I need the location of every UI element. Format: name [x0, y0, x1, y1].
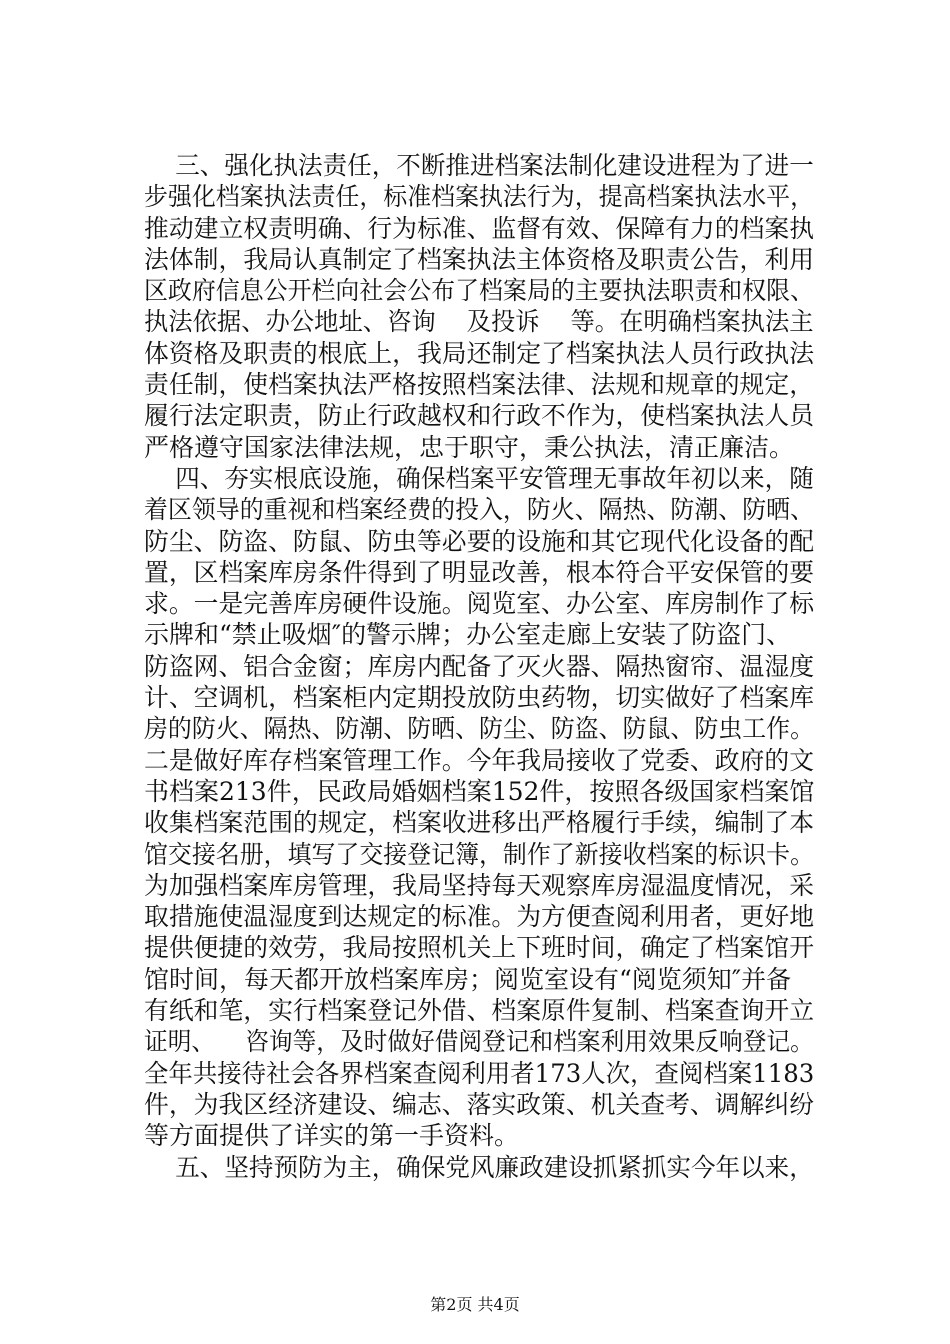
text-line: 区政府信息公开栏向社会公布了档案局的主要执法职责和权限、	[144, 276, 815, 306]
text-line: 求。一是完善库房硬件设施。阅览室、办公室、库房制作了标	[144, 589, 815, 619]
text-line: 防尘、防盗、防鼠、防虫等必要的设施和其它现代化设备的配	[144, 526, 815, 556]
text-line: 取措施使温湿度到达规定的标准。为方便查阅利用者，更好地	[144, 902, 815, 932]
text-line: 步强化档案执法责任，标准档案执法行为，提高档案执法水平，	[144, 182, 815, 212]
text-line: 责任制，使档案执法严格按照档案法律、法规和规章的规定，	[144, 370, 815, 400]
text-line: 三、强化执法责任，不断推进档案法制化建设进程为了进一	[144, 151, 814, 180]
text-line: 提供便捷的效劳，我局按照机关上下班时间，确定了档案馆开	[144, 933, 815, 963]
text-line: 置，区档案库房条件得到了明显改善，根本符合平安保管的要	[144, 557, 815, 587]
text-line: 严格遵守国家法律法规，忠于职守，秉公执法，清正廉洁。	[144, 432, 795, 462]
text-line: 馆交接名册，填写了交接登记簿，制作了新接收档案的标识卡。	[144, 839, 815, 869]
text-line: 件，为我区经济建设、编志、落实政策、机关查考、调解纠纷	[144, 1089, 815, 1119]
document-body	[144, 150, 814, 1183]
text-line: 书档案213件，民政局婚姻档案152件，按照各级国家档案馆	[144, 776, 815, 806]
text-line: 法体制，我局认真制定了档案执法主体资格及职责公告，利用	[144, 244, 815, 274]
page-footer: 第2页 共4页	[430, 1295, 520, 1314]
text-line: 计、空调机，档案柜内定期投放防虫药物，切实做好了档案库	[144, 683, 815, 713]
text-line: 等方面提供了详实的第一手资料。	[144, 1121, 520, 1151]
text-line: 防盗网、铝合金窗；库房内配备了灭火器、隔热窗帘、温湿度	[144, 651, 815, 681]
text-line: 着区领导的重视和档案经费的投入，防火、隔热、防潮、防晒、	[144, 495, 815, 525]
text-line: 二是做好库存档案管理工作。今年我局接收了党委、政府的文	[144, 745, 815, 775]
text-line: 推动建立权责明确、行为标准、监督有效、保障有力的档案执	[144, 213, 815, 243]
text-line: 五、坚持预防为主，确保党风廉政建设抓紧抓实今年以来，	[144, 1152, 814, 1182]
text-line: 为加强档案库房管理，我局坚持每天观察库房湿温度情况，采	[144, 870, 815, 900]
text-line: 证明、 咨询等，及时做好借阅登记和档案利用效果反响登记。	[144, 1027, 814, 1057]
text-line: 执法依据、办公地址、咨询 及投诉 等。在明确档案执法主	[144, 307, 814, 337]
text-line: 有纸和笔，实行档案登记外借、档案原件复制、档案查询开立	[144, 996, 815, 1026]
text-line: 馆时间，每天都开放档案库房；阅览室设有“阅览须知″并备	[144, 964, 792, 994]
text-line: 收集档案范围的规定，档案收进移出严格履行手续，编制了本	[144, 808, 815, 838]
text-line: 履行法定职责，防止行政越权和行政不作为，使档案执法人员	[144, 401, 815, 431]
text-line: 房的防火、隔热、防潮、防晒、防尘、防盗、防鼠、防虫工作。	[144, 714, 815, 744]
text-line: 体资格及职责的根底上，我局还制定了档案执法人员行政执法	[144, 338, 815, 368]
text-line: 示牌和“禁止吸烟″的警示牌；办公室走廊上安装了防盗门、	[144, 620, 792, 650]
text-line: 全年共接待社会各界档案查阅利用者173人次，查阅档案1183	[144, 1058, 815, 1088]
text-line: 四、夯实根底设施，确保档案平安管理无事故年初以来，随	[144, 463, 814, 493]
